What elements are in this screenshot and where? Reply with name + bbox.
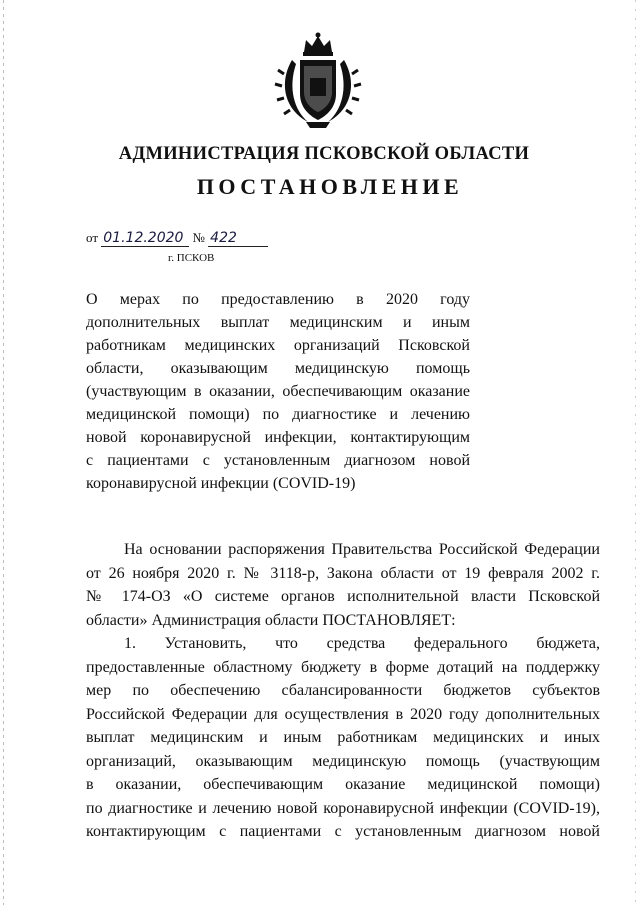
body-line: выплат медицинским и иным работникам медицинских и иных [86,729,600,746]
title-line: работникам медицинских организаций Псковской [86,337,470,354]
date-prefix: от [86,230,99,245]
body-line: в оказании, обеспечивающим оказание медицинской помощи) [86,776,600,793]
title-line: новой коронавирусной инфекции, контактирующим [86,429,470,446]
date-number-line [86,230,268,247]
organization-title: АДМИНИСТРАЦИЯ ПСКОВСКОЙ ОБЛАСТИ [118,144,530,164]
city-label: г. ПСКОВ [168,252,215,264]
title-line: коронавирусной инфекции (COVID-19) [86,475,356,492]
scan-edge-right [635,0,636,905]
title-line: дополнительных выплат медицинским и иным [86,314,470,331]
title-line: области, оказывающим медицинскую помощь [86,360,470,377]
title-line: с пациентами с установленным диагнозом новой [86,452,470,469]
body-line: № 174-ОЗ «О системе органов исполнительной власти Псковской [86,588,600,605]
number-prefix: № [192,230,205,245]
scan-edge-left [3,0,4,905]
pskov-region-coat-of-arms-icon [270,30,366,130]
body-line: На основании распоряжения Правительства Российской Федерации [124,541,600,558]
body-line: от 26 ноября 2020 г. № 3118-р, Закона области от 19 февраля 2002 г. [86,564,600,582]
body-line: мер по обеспечению сбалансированности бюджетов субъектов [86,682,600,699]
body-line: организаций, оказывающим медицинскую помощь (участвующим [86,752,600,770]
document-number: 422 [208,230,268,247]
body-line: контактирующим с пациентами с установленным диагнозом новой [86,823,600,840]
title-line: О мерах по предоставлению в 2020 году [86,291,470,308]
document-type-title: ПОСТАНОВЛЕНИЕ [196,174,464,199]
body-line: Российской Федерации для осуществления в 2020 году дополнительных [86,705,600,723]
document-date: 01.12.2020 [101,230,189,247]
resolution-body [86,538,600,844]
resolution-title [86,288,470,495]
body-line: предоставленные областному бюджету в форме дотаций на поддержку [86,658,600,676]
title-line: (участвующим в оказании, обеспечивающим оказание [86,383,470,400]
body-line: по диагностике и лечению новой коронавирусной инфекции (COVID-19), [86,799,600,817]
body-line: области» Администрация области ПОСТАНОВЛЯЕТ: [86,611,456,629]
body-line: 1. Установить, что средства федерального бюджета, [124,635,600,652]
title-line: медицинской помощи) по диагностике и лечению [86,406,470,423]
